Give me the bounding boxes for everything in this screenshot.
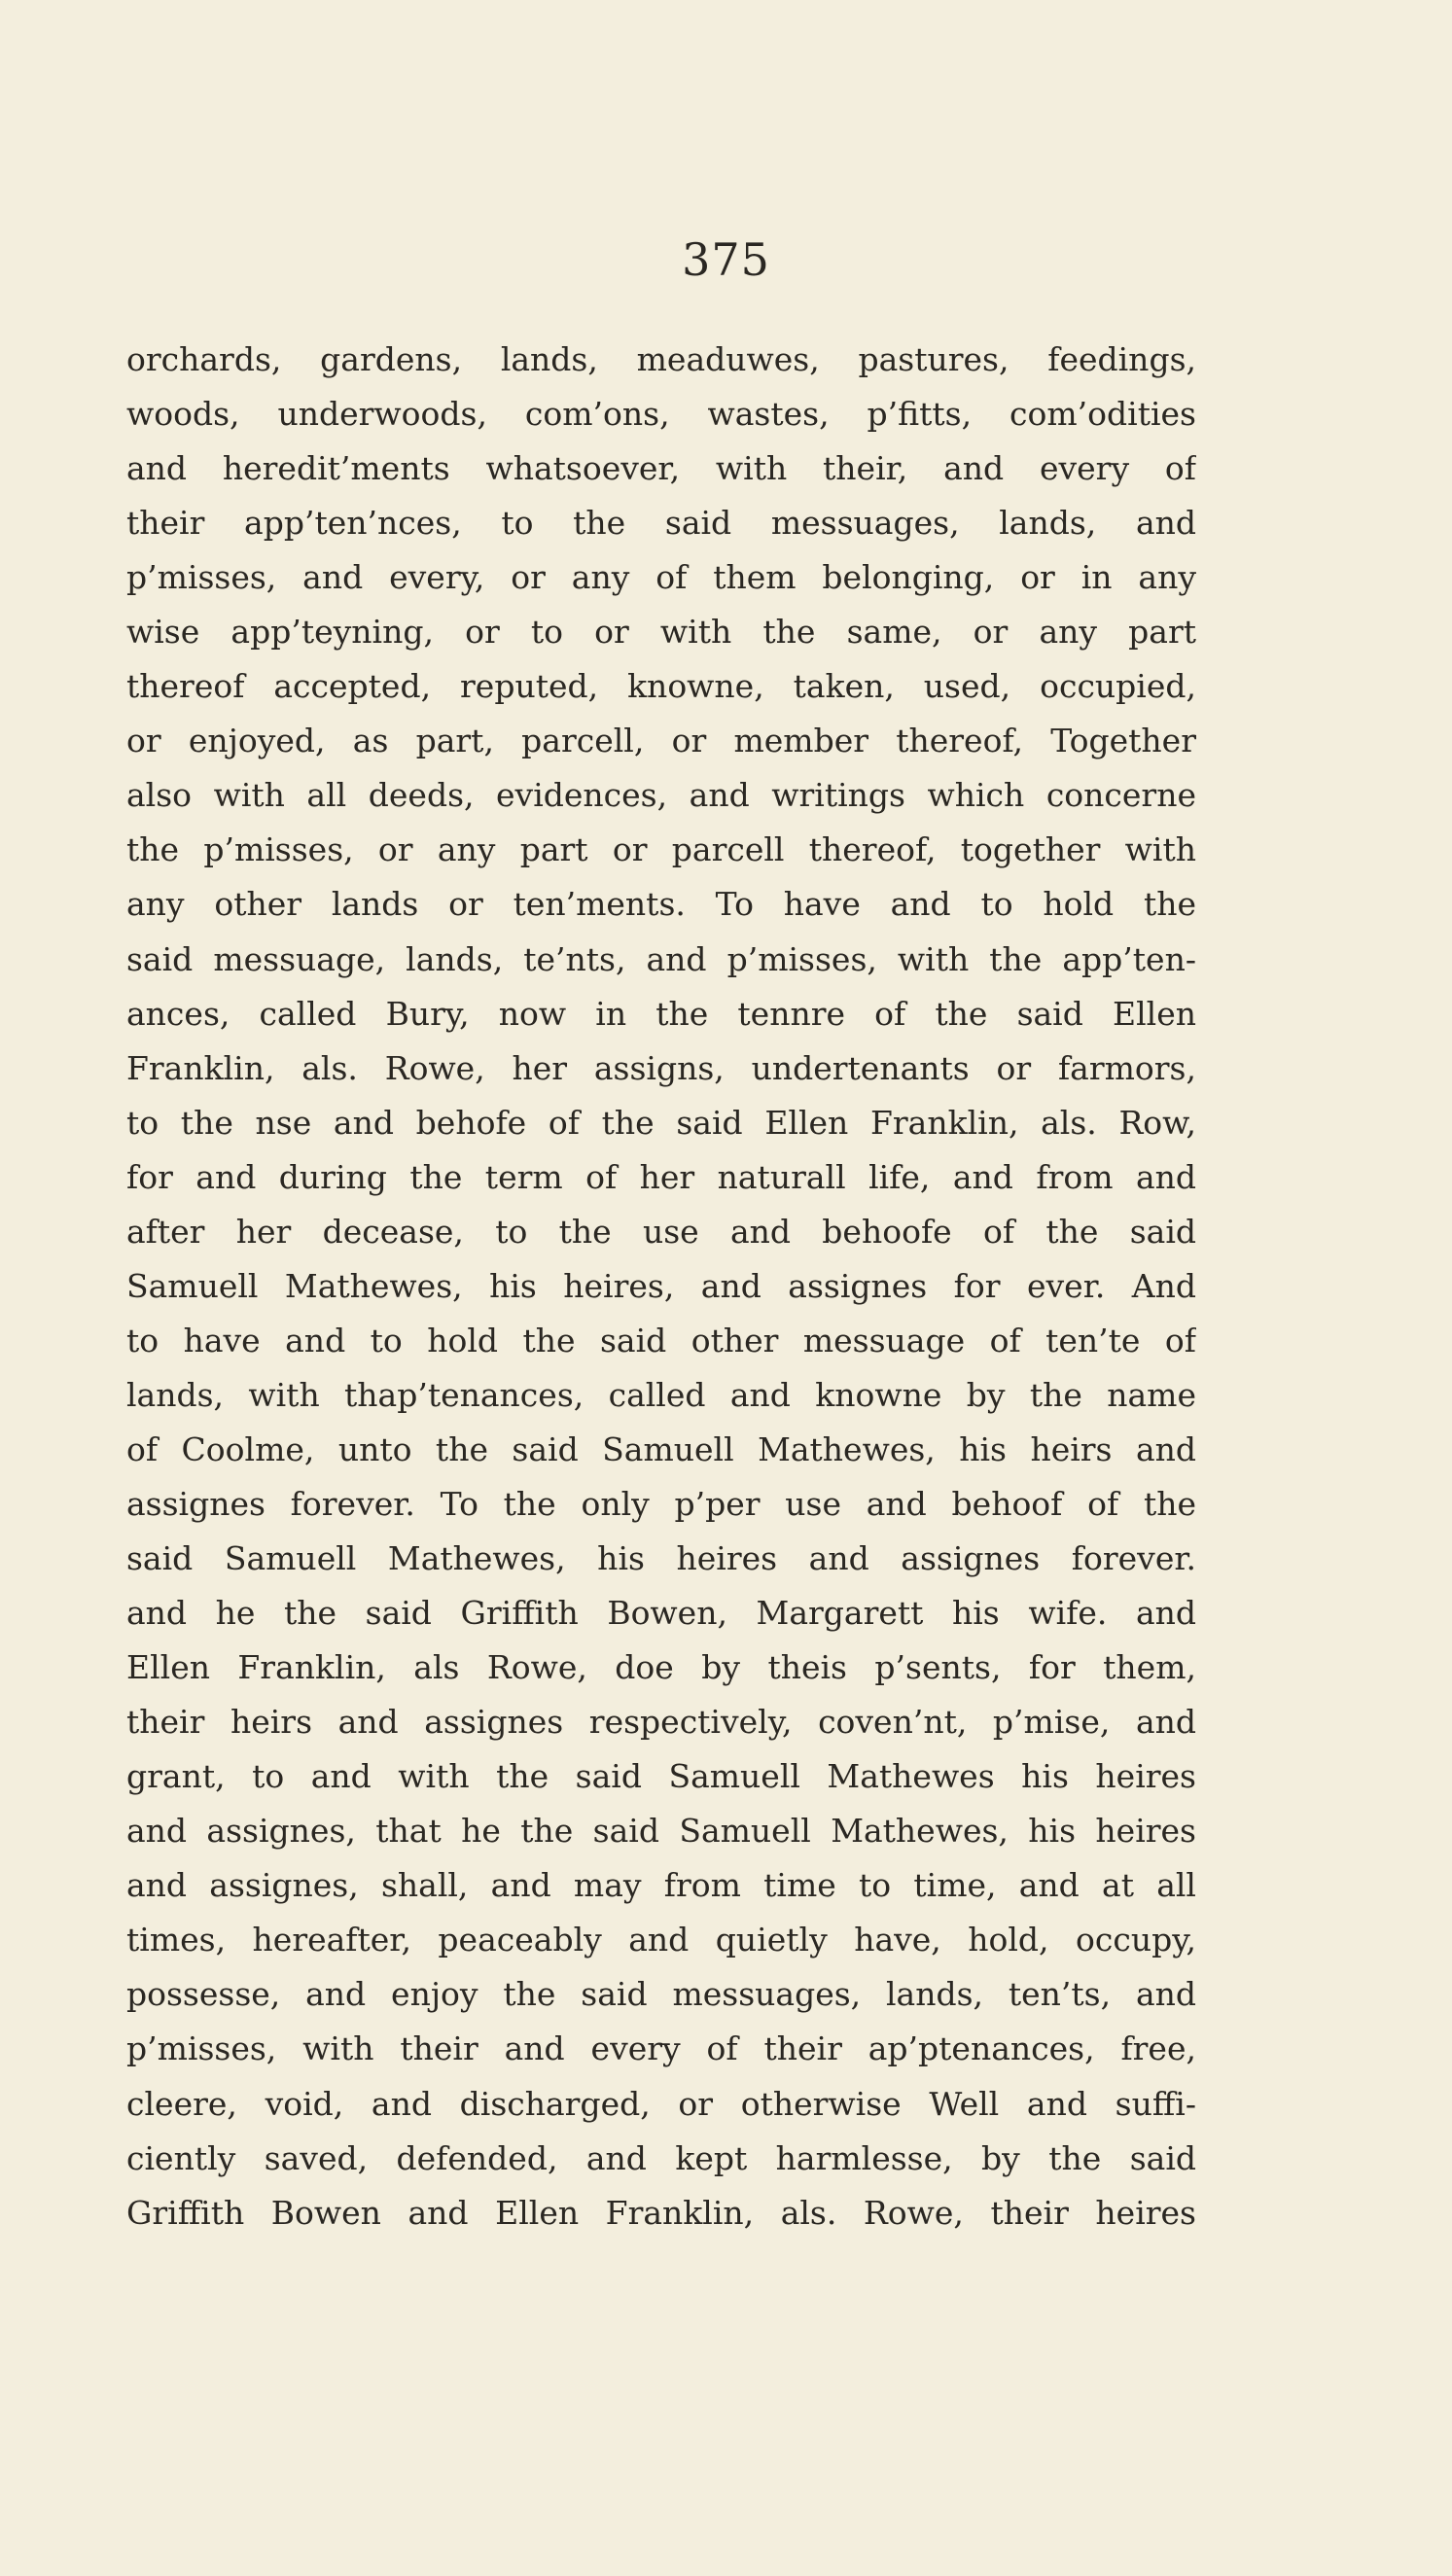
text-line: Griffith Bowen and Ellen Franklin, als. Rowe, their heires bbox=[126, 2193, 1196, 2232]
text-line: also with all deeds, evidences, and writings which concerne bbox=[126, 776, 1196, 815]
text-line: p’misses, with their and every of their ap’ptenances, free, bbox=[126, 2029, 1196, 2068]
text-line: grant, to and with the said Samuell Mathewes his heires bbox=[126, 1757, 1196, 1796]
text-line: of Coolme, unto the said Samuell Mathewes, his heirs and bbox=[126, 1429, 1196, 1468]
text-line: woods, underwoods, com’ons, wastes, p’fitts, com’odities bbox=[126, 395, 1196, 434]
text-line: for and during the term of her naturall life, and from and bbox=[126, 1157, 1196, 1196]
text-line: or enjoyed, as part, parcell, or member thereof, Together bbox=[126, 722, 1196, 760]
text-line: p’misses, and every, or any of them belonging, or in any bbox=[126, 558, 1196, 597]
text-line: and assignes, shall, and may from time to time, and at all bbox=[126, 1866, 1196, 1905]
text-line: and he the said Griffith Bowen, Margarett his wife. and bbox=[126, 1594, 1196, 1633]
text-line: said Samuell Mathewes, his heires and assignes forever. bbox=[126, 1539, 1196, 1578]
text-line: times, hereafter, peaceably and quietly have, hold, occupy, bbox=[126, 1921, 1196, 1959]
text-line: ances, called Bury, now in the tennre of the said Ellen bbox=[126, 994, 1196, 1033]
text-line: Ellen Franklin, als Rowe, doe by theis p’sents, for them, bbox=[126, 1648, 1196, 1687]
text-line: Franklin, als. Rowe, her assigns, undertenants or farmors, bbox=[126, 1048, 1196, 1087]
text-line: after her decease, to the use and behoofe of the said bbox=[126, 1212, 1196, 1251]
text-line: Samuell Mathewes, his heires, and assignes for ever. And bbox=[126, 1266, 1196, 1305]
text-line: to the nse and behofe of the said Ellen Franklin, als. Row, bbox=[126, 1103, 1196, 1142]
text-line: ciently saved, defended, and kept harmlesse, by the said bbox=[126, 2138, 1196, 2177]
text-line: said messuage, lands, te’nts, and p’misses, with the app’ten- bbox=[126, 939, 1196, 978]
text-line: wise app’teyning, or to or with the same, or any part bbox=[126, 613, 1196, 652]
text-line: to have and to hold the said other messuage of ten’te of bbox=[126, 1321, 1196, 1359]
text-line: lands, with thap’tenances, called and knowne by the name bbox=[126, 1375, 1196, 1414]
text-line: and heredit’ments whatsoever, with their, and every of bbox=[126, 449, 1196, 488]
text-line: thereof accepted, reputed, knowne, taken, used, occupied, bbox=[126, 667, 1196, 706]
text-line: possesse, and enjoy the said messuages, lands, ten’ts, and bbox=[126, 1975, 1196, 2014]
text-line: assignes forever. To the only p’per use and behoof of the bbox=[126, 1484, 1196, 1523]
text-line: cleere, void, and discharged, or otherwise Well and suffi- bbox=[126, 2084, 1196, 2123]
text-line: the p’misses, or any part or parcell thereof, together with bbox=[126, 830, 1196, 869]
page-number: 375 bbox=[682, 233, 770, 286]
text-line: orchards, gardens, lands, meaduwes, pastures, feedings, bbox=[126, 340, 1196, 378]
text-line: any other lands or ten’ments. To have and to hold the bbox=[126, 885, 1196, 924]
text-line: their app’ten’nces, to the said messuages, lands, and bbox=[126, 504, 1196, 543]
text-line: their heirs and assignes respectively, coven’nt, p’mise, and bbox=[126, 1703, 1196, 1742]
text-line: and assignes, that he the said Samuell Mathewes, his heires bbox=[126, 1812, 1196, 1851]
body-text bbox=[126, 333, 1196, 2241]
